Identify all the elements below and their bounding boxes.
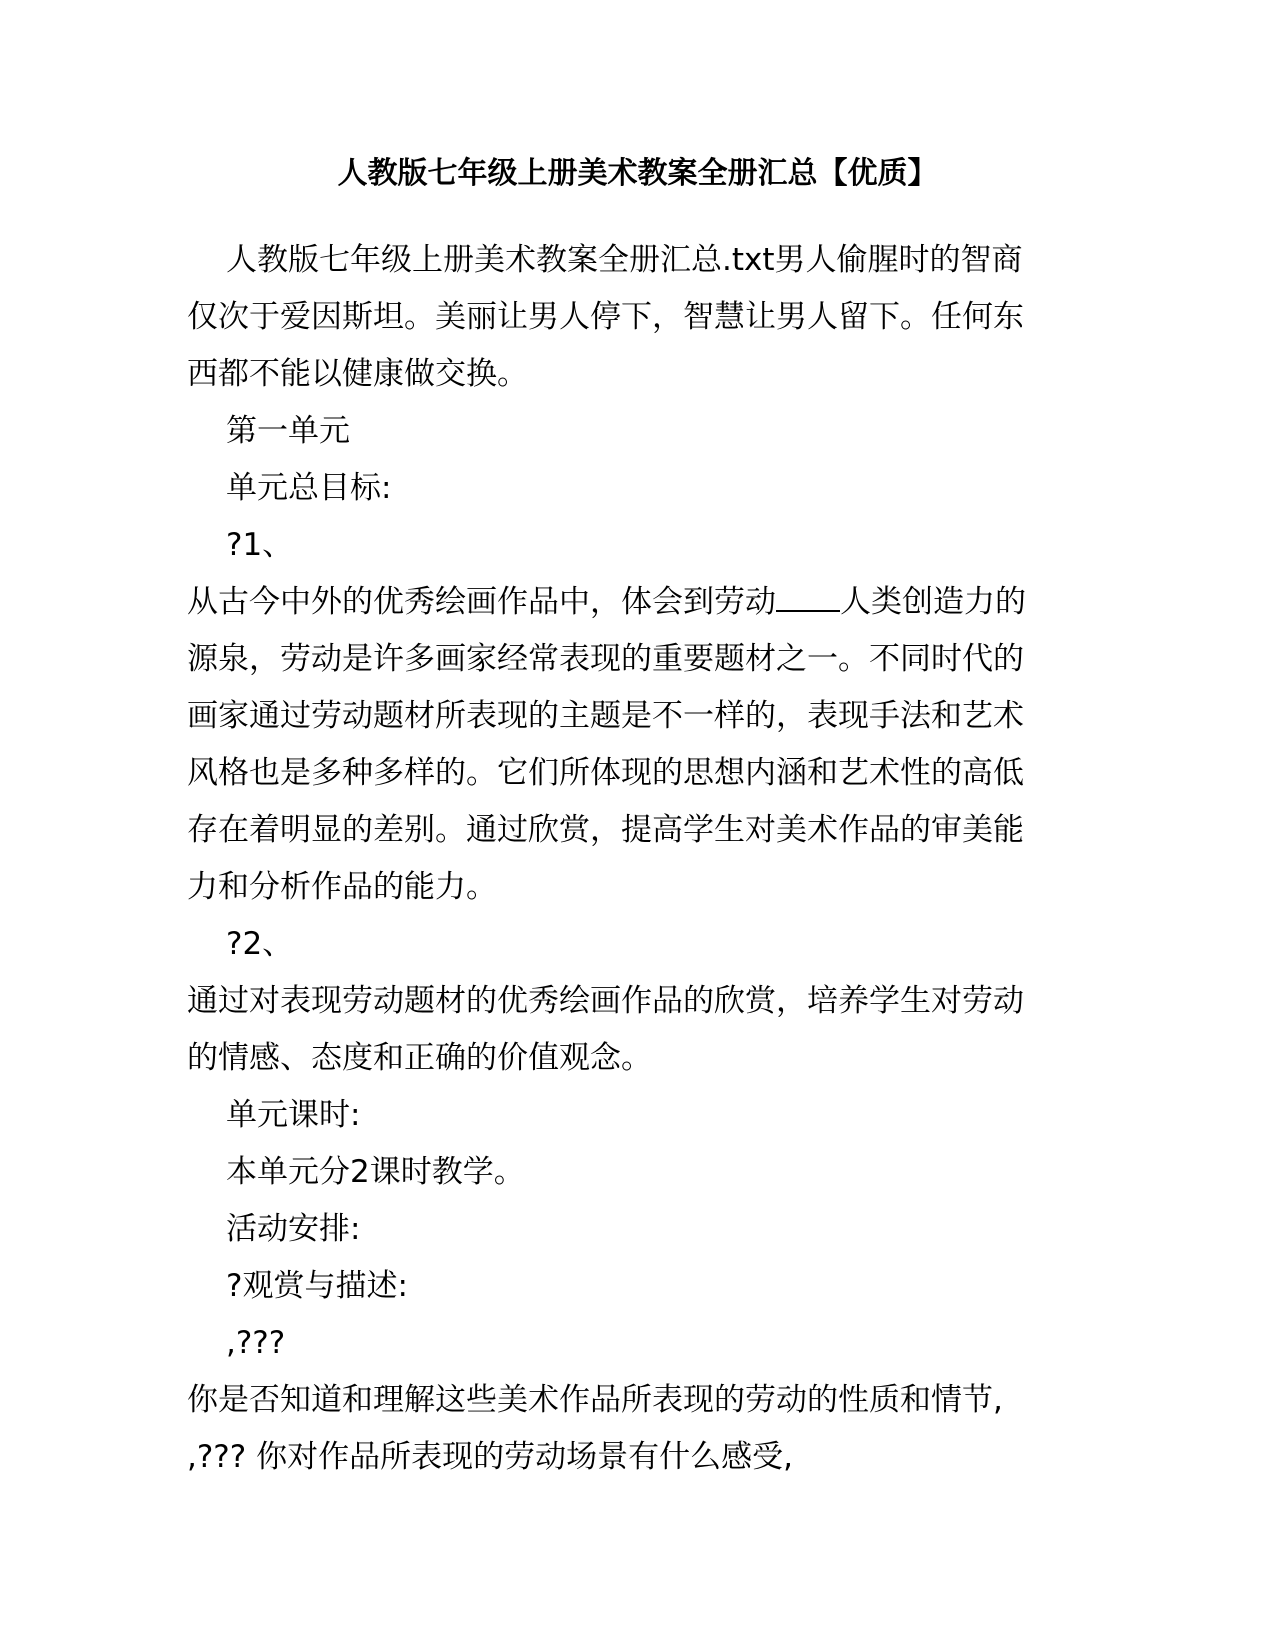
document-title: 人教版七年级上册美术教案全册汇总【优质】 xyxy=(337,156,938,191)
list-marker: ?2、 xyxy=(226,926,294,962)
section-label: 单元课时: xyxy=(226,1097,361,1133)
body-line: 本单元分2课时教学。 xyxy=(226,1154,525,1190)
body-line-with-blank xyxy=(187,574,1087,631)
section-label: 单元总目标: xyxy=(226,470,392,506)
body-text-segment: 人类创造力的 xyxy=(840,584,1026,620)
body-line: 存在着明显的差别。通过欣赏，提高学生对美术作品的审美能 xyxy=(187,812,1024,848)
body-line: 通过对表现劳动题材的优秀绘画作品的欣赏，培养学生对劳动 xyxy=(187,983,1024,1019)
body-line: 风格也是多种多样的。它们所体现的思想内涵和艺术性的高低 xyxy=(187,755,1024,791)
unit-heading: 第一单元 xyxy=(226,413,350,449)
document-body xyxy=(187,232,1087,1486)
body-text-segment: 从古今中外的优秀绘画作品中，体会到劳动 xyxy=(187,584,776,620)
body-line: 力和分析作品的能力。 xyxy=(187,869,497,905)
body-line: 你是否知道和理解这些美术作品所表现的劳动的性质和情节, xyxy=(187,1382,1003,1418)
body-line: 的情感、态度和正确的价值观念。 xyxy=(187,1040,652,1076)
fill-in-blank xyxy=(776,582,840,612)
section-label: 活动安排: xyxy=(226,1211,361,1247)
body-line: 人教版七年级上册美术教案全册汇总.txt男人偷腥时的智商 xyxy=(226,242,1023,278)
body-line: 源泉，劳动是许多画家经常表现的重要题材之一。不同时代的 xyxy=(187,641,1024,677)
body-line: 画家通过劳动题材所表现的主题是不一样的，表现手法和艺术 xyxy=(187,698,1024,734)
body-line: 仅次于爱因斯坦。美丽让男人停下，智慧让男人留下。任何东 xyxy=(187,299,1024,335)
body-line: 西都不能以健康做交换。 xyxy=(187,356,528,392)
list-marker: ?1、 xyxy=(226,527,294,563)
body-line: ,??? 你对作品所表现的劳动场景有什么感受, xyxy=(187,1439,793,1475)
list-marker: ,??? xyxy=(226,1325,286,1361)
section-label: ?观赏与描述: xyxy=(226,1268,408,1304)
